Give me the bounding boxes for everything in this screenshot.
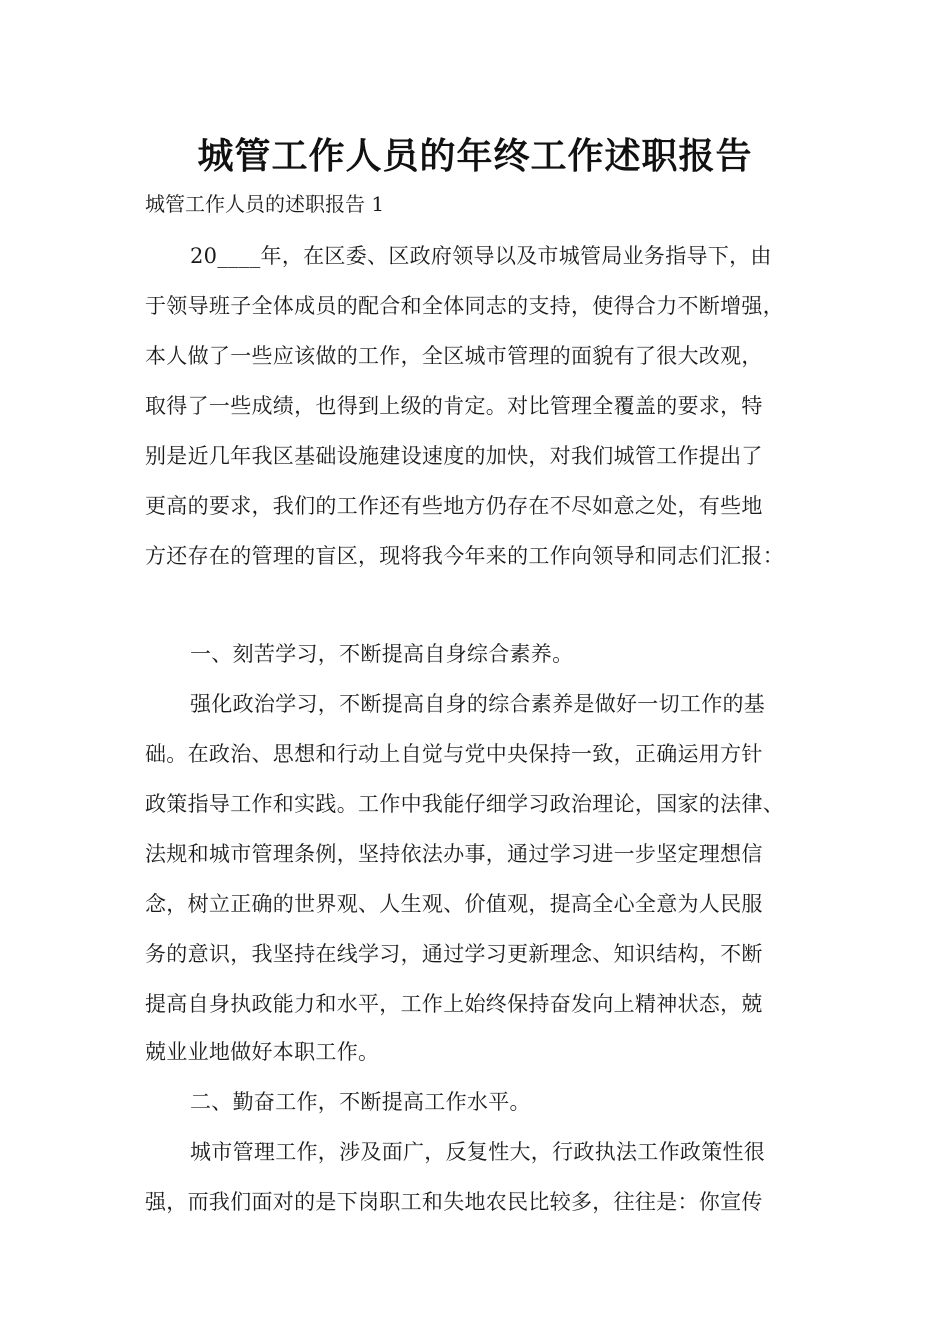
paragraph-line: 法规和城市管理条例，坚持依法办事，通过学习进一步坚定理想信	[145, 842, 763, 866]
paragraph-line: 兢业业地做好本职工作。	[145, 1040, 380, 1064]
paragraph-line: 政策指导工作和实践。工作中我能仔细学习政治理论，国家的法律、	[145, 792, 784, 816]
paragraph-line: 于领导班子全体成员的配合和全体同志的支持，使得合力不断增强，	[145, 294, 784, 318]
section-heading: 一、刻苦学习，不断提高自身综合素养。	[190, 642, 574, 666]
paragraph-line: 念，树立正确的世界观、人生观、价值观，提高全心全意为人民服	[145, 892, 763, 916]
paragraph-line: 提高自身执政能力和水平，工作上始终保持奋发向上精神状态，兢	[145, 992, 763, 1016]
paragraph-line: 强，而我们面对的是下岗职工和失地农民比较多，往往是：你宣传	[145, 1190, 763, 1214]
paragraph-line: 方还存在的管理的盲区，现将我今年来的工作向领导和同志们汇报：	[145, 544, 784, 568]
paragraph-line: 更高的要求，我们的工作还有些地方仍存在不尽如意之处，有些地	[145, 494, 763, 518]
section-heading: 二、勤奋工作，不断提高工作水平。	[190, 1090, 531, 1114]
paragraph-line: 取得了一些成绩，也得到上级的肯定。对比管理全覆盖的要求，特	[145, 394, 763, 418]
paragraph-line: 城市管理工作，涉及面广，反复性大，行政执法工作政策性很	[190, 1140, 766, 1164]
document-subtitle: 城管工作人员的述职报告 1	[145, 192, 385, 216]
paragraph-line: 20____年，在区委、区政府领导以及市城管局业务指导下，由	[190, 244, 772, 268]
paragraph-line: 别是近几年我区基础设施建设速度的加快，对我们城管工作提出了	[145, 444, 763, 468]
paragraph-line: 强化政治学习，不断提高自身的综合素养是做好一切工作的基	[190, 692, 766, 716]
paragraph-line: 础。在政治、思想和行动上自觉与党中央保持一致，正确运用方针	[145, 742, 763, 766]
paragraph-line: 本人做了一些应该做的工作，全区城市管理的面貌有了很大改观，	[145, 344, 763, 368]
document-title: 城管工作人员的年终工作述职报告	[197, 136, 753, 177]
paragraph-line: 务的意识，我坚持在线学习，通过学习更新理念、知识结构，不断	[145, 942, 763, 966]
